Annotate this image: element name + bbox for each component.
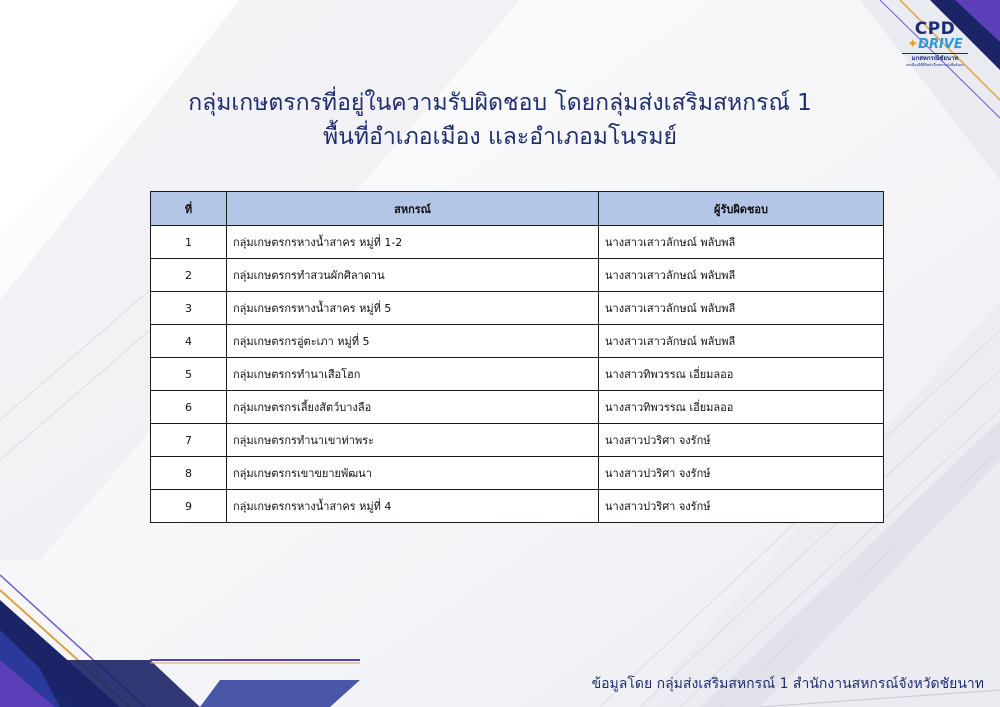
page-title bbox=[0, 86, 1000, 154]
row-number: 1 bbox=[151, 226, 227, 259]
header-no: ที่ bbox=[151, 192, 227, 226]
logo-drive-label: DRIVE bbox=[918, 37, 963, 52]
row-owner: นางสาวเสาวลักษณ์ พลับพลี bbox=[599, 226, 884, 259]
table-row bbox=[151, 358, 884, 391]
row-number: 7 bbox=[151, 424, 227, 457]
table-row bbox=[151, 292, 884, 325]
table-row bbox=[151, 325, 884, 358]
row-group: กลุ่มเกษตรกรทำสวนผักศิลาดาน bbox=[227, 259, 599, 292]
row-group: กลุ่มเกษตรกรเลี้ยงสัตว์บางลือ bbox=[227, 391, 599, 424]
row-owner: นางสาวเสาวลักษณ์ พลับพลี bbox=[599, 259, 884, 292]
row-number: 2 bbox=[151, 259, 227, 292]
row-number: 3 bbox=[151, 292, 227, 325]
cpd-drive-logo bbox=[902, 20, 968, 68]
logo-main-text: CPD bbox=[914, 19, 956, 39]
row-group: กลุ่มเกษตรกรอู่ตะเภา หมู่ที่ 5 bbox=[227, 325, 599, 358]
row-group: กลุ่มเกษตรกรหางน้ำสาคร หมู่ที่ 1-2 bbox=[227, 226, 599, 259]
row-number: 8 bbox=[151, 457, 227, 490]
row-group: กลุ่มเกษตรกรทำนาเขาท่าพระ bbox=[227, 424, 599, 457]
row-number: 5 bbox=[151, 358, 227, 391]
title-line-1: กลุ่มเกษตรกรที่อยู่ในความรับผิดชอบ โดยกลุ่มส่งเสริมสหกรณ์ 1 bbox=[188, 90, 812, 116]
header-responsible: ผู้รับผิดชอบ bbox=[599, 192, 884, 226]
row-owner: นางสาวเสาวลักษณ์ พลับพลี bbox=[599, 325, 884, 358]
row-group: กลุ่มเกษตรกรทำนาเสือโฮก bbox=[227, 358, 599, 391]
logo-star-icon: ✦ bbox=[907, 37, 919, 52]
row-owner: นางสาวปวริศา จงรักษ์ bbox=[599, 424, 884, 457]
table-row bbox=[151, 226, 884, 259]
table-row bbox=[151, 457, 884, 490]
row-owner: นางสาวปวริศา จงรักษ์ bbox=[599, 457, 884, 490]
row-owner: นางสาวทิพวรรณ เอี่ยมลออ bbox=[599, 391, 884, 424]
row-number: 9 bbox=[151, 490, 227, 523]
row-owner: นางสาวปวริศา จงรักษ์ bbox=[599, 490, 884, 523]
header-cooperative: สหกรณ์ bbox=[227, 192, 599, 226]
table-row bbox=[151, 391, 884, 424]
logo-sub-text: มกสหกรณ์ชัยนาท bbox=[902, 53, 968, 63]
row-group: กลุ่มเกษตรกรเขาขยายพัฒนา bbox=[227, 457, 599, 490]
row-group: กลุ่มเกษตรกรหางน้ำสาคร หมู่ที่ 4 bbox=[227, 490, 599, 523]
row-owner: นางสาวทิพวรรณ เอี่ยมลออ bbox=[599, 358, 884, 391]
row-group: กลุ่มเกษตรกรหางน้ำสาคร หมู่ที่ 5 bbox=[227, 292, 599, 325]
table-header-row bbox=[151, 192, 884, 226]
responsibility-table bbox=[150, 191, 884, 523]
row-number: 6 bbox=[151, 391, 227, 424]
logo-drive-text bbox=[902, 38, 968, 52]
logo-tagline: พลเมืองดีที่มีจิตสำนึกสหกรณ์เพื่อสังคม bbox=[906, 63, 964, 67]
row-number: 4 bbox=[151, 325, 227, 358]
table-row bbox=[151, 259, 884, 292]
title-line-2: พื้นที่อำเภอเมือง และอำเภอมโนรมย์ bbox=[322, 124, 678, 150]
footer-source-credit: ข้อมูลโดย กลุ่มส่งเสริมสหกรณ์ 1 สำนักงานสหกรณ์จังหวัดชัยนาท bbox=[591, 676, 984, 692]
table-row bbox=[151, 490, 884, 523]
table-row bbox=[151, 424, 884, 457]
row-owner: นางสาวเสาวลักษณ์ พลับพลี bbox=[599, 292, 884, 325]
